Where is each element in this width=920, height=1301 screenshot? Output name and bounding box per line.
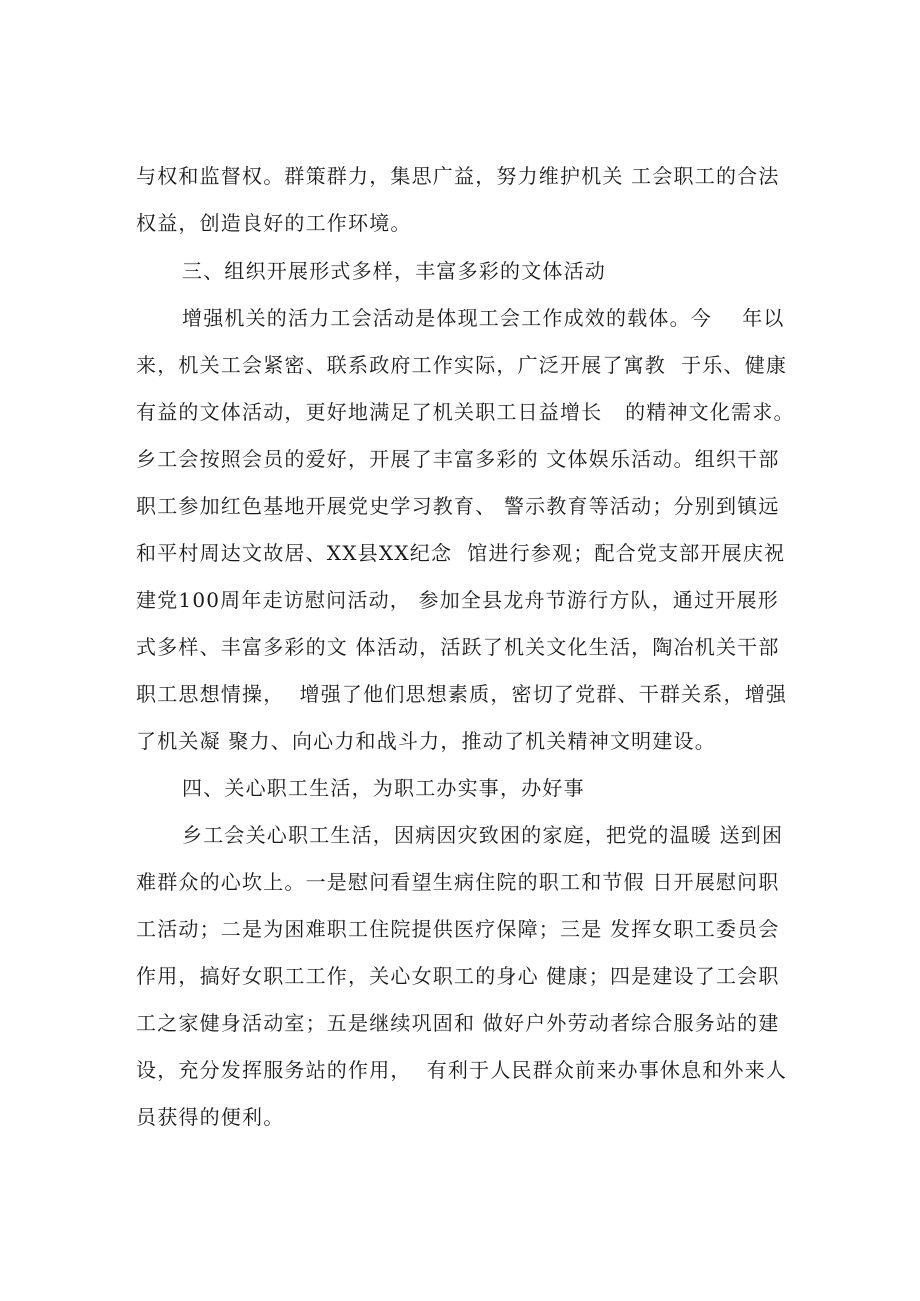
text-line: 来，机关工会紧密、联系政府工作实际，广泛开展了寓教 于乐、健康 (136, 353, 788, 377)
text-line: 职工思想情操， 增强了他们思想素质，密切了党群、干群关系，增强 (136, 682, 788, 706)
text-line: 建党100周年走访慰问活动， 参加全县龙舟节游行方队，通过开展形 (136, 588, 779, 612)
paragraph-first-line: 乡工会关心职工生活，因病因灾致困的家庭，把党的温暖 送到困 (182, 823, 784, 847)
text-line: 乡工会按照会员的爱好，开展了丰富多彩的 文体娱乐活动。组织干部 (136, 447, 780, 471)
text-line: 了机关凝 聚力、向心力和战斗力，推动了机关精神文明建设。 (136, 729, 716, 753)
text-line: 员获得的便利。 (136, 1105, 285, 1129)
text-line: 职工参加红色基地开展党史学习教育、 警示教育等活动；分别到镇远 (136, 494, 780, 518)
text-line: 有益的文体活动，更好地满足了机关职工日益增长 的精神文化需求。 (136, 400, 795, 424)
text-line: 设，充分发挥服务站的作用， 有利于人民群众前来办事休息和外来人 (136, 1058, 788, 1082)
text-line: 与权和监督权。群策群力，集思广益，努力维护机关 工会职工的合法 (136, 164, 780, 188)
section-heading-4: 四、关心职工生活，为职工办实事，办好事 (182, 776, 585, 800)
text-line: 工之家健身活动室；五是继续巩固和 做好户外劳动者综合服务站的建 (136, 1011, 780, 1035)
text-line: 工活动；二是为困难职工住院提供医疗保障；三是 发挥女职工委员会 (136, 917, 780, 941)
text-line: 和平村周达文故居、XX县XX纪念 馆进行参观；配合党支部开展庆祝 (136, 541, 786, 565)
text-line: 难群众的心坎上。一是慰问看望生病住院的职工和节假 日开展慰问职 (136, 870, 780, 894)
text-line: 作用，搞好女职工工作，关心女职工的身心 健康；四是建设了工会职 (136, 964, 780, 988)
text-line: 式多样、丰富多彩的文 体活动，活跃了机关文化生活，陶冶机关干部 (136, 635, 780, 659)
text-line: 权益，创造良好的工作环境。 (136, 211, 412, 235)
paragraph-first-line: 增强机关的活力工会活动是体现工会工作成效的载体。今 年以 (182, 306, 785, 330)
section-heading-3: 三、组织开展形式多样，丰富多彩的文体活动 (182, 259, 606, 283)
